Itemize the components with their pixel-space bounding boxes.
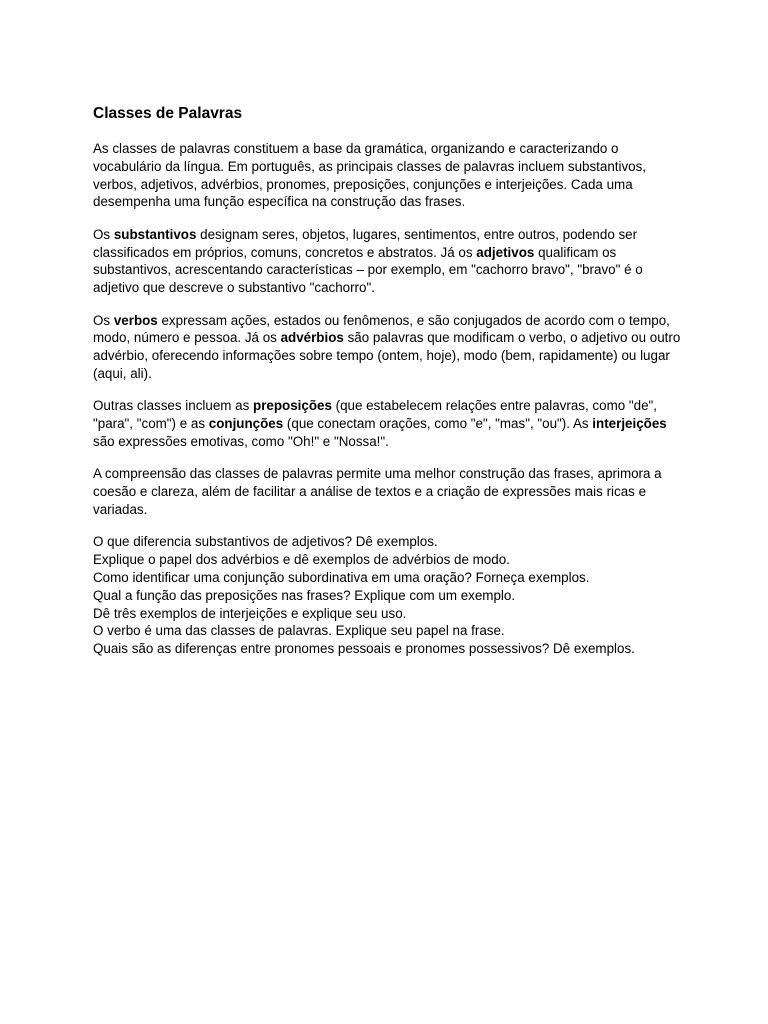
paragraph-verbs-adverbs xyxy=(93,312,683,383)
document-page xyxy=(93,104,683,658)
question-item: Como identificar uma conjunção subordinativa em uma oração? Forneça exemplos. xyxy=(93,569,590,585)
document-title: Classes de Palavras xyxy=(93,105,243,122)
paragraph-other-classes xyxy=(93,397,683,450)
term-conjuncoes: conjunções xyxy=(208,416,284,432)
question-item: O verbo é uma das classes de palavras. Explique seu papel na frase. xyxy=(93,623,505,639)
question-item: Explique o papel dos advérbios e dê exemplos de advérbios de modo. xyxy=(93,552,510,568)
term-substantivos: substantivos xyxy=(113,226,197,242)
text-span: (que conectam orações, como "e", "mas", "ou"). As xyxy=(283,416,593,432)
text-span: expressam ações, estados ou fenômenos, e são conjugados de acordo com o tempo, modo, número e pessoa. Já os xyxy=(93,312,670,346)
question-item: Quais são as diferenças entre pronomes pessoais e pronomes possessivos? Dê exemplos. xyxy=(93,641,635,657)
text-span: são palavras que modificam o verbo, o adjetivo ou outro advérbio, oferecendo informações sobre tempo (ontem, hoje), modo (bem, rapidamente) ou lugar (aqui, ali). xyxy=(93,330,681,381)
questions-list xyxy=(93,533,683,658)
text-span: Os xyxy=(93,312,114,328)
text-span: Os xyxy=(93,226,114,242)
term-verbos: verbos xyxy=(113,312,158,328)
paragraph-nouns-adjectives xyxy=(93,226,683,297)
question-item: Dê três exemplos de interjeições e explique seu uso. xyxy=(93,605,407,621)
term-preposicoes: preposições xyxy=(253,398,332,414)
term-adverbios: advérbios xyxy=(280,330,344,346)
question-item: O que diferencia substantivos de adjetivos? Dê exemplos. xyxy=(93,534,438,550)
paragraph-intro: As classes de palavras constituem a base da gramática, organizando e caracterizando o vocabulário da língua. Em português, as principais classes de palavras incluem substantivos, verbos, adjetivos, advérbios, pronomes, preposições, conjunções e interjeições. Cada uma desempenha uma função específica na construção das frases. xyxy=(93,141,647,210)
text-span: qualificam os substantivos, acrescentando características – por exemplo, em "cachorro bravo", "bravo" é o adjetivo que descreve o substantivo "cachorro". xyxy=(93,244,643,296)
text-span: designam seres, objetos, lugares, sentimentos, entre outros, podendo ser classificados em próprios, comuns, concretos e abstratos. Já os xyxy=(93,226,638,260)
term-interjeicoes: interjeições xyxy=(592,416,667,432)
paragraph-conclusion: A compreensão das classes de palavras permite uma melhor construção das frases, aprimora a coesão e clareza, além de facilitar a análise de textos e a criação de expressões mais ricas e variadas. xyxy=(93,466,662,517)
text-span: são expressões emotivas, como "Oh!" e "Nossa!". xyxy=(93,433,389,449)
text-span: Outras classes incluem as xyxy=(93,398,254,414)
text-span: (que estabelecem relações entre palavras, como "de", "para", "com") e as xyxy=(93,398,658,432)
question-item: Qual a função das preposições nas frases? Explique com um exemplo. xyxy=(93,587,516,603)
term-adjetivos: adjetivos xyxy=(476,244,535,260)
